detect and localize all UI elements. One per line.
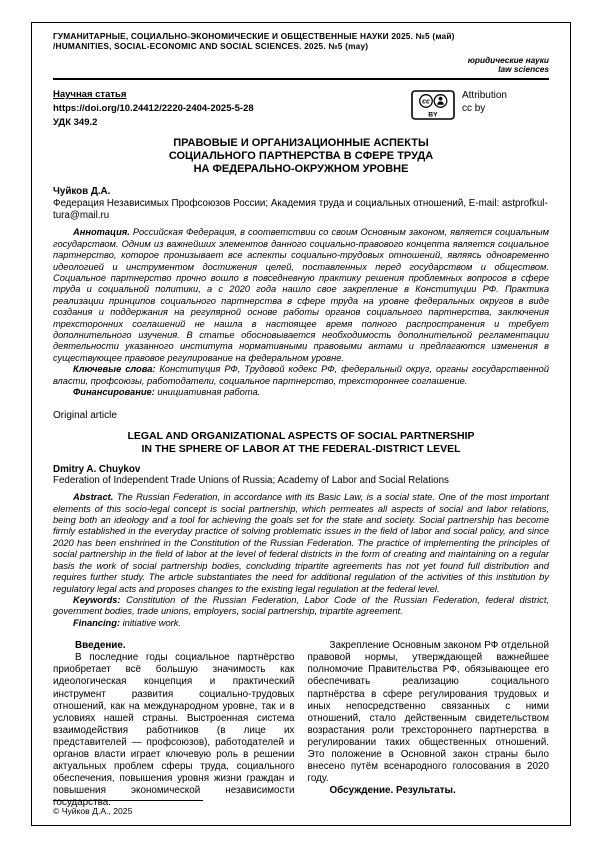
cc-by-badge-icon[interactable] bbox=[411, 90, 455, 120]
financing-label-en: Financing: bbox=[73, 617, 120, 628]
abstract-label-en: Abstract. bbox=[73, 492, 114, 503]
section-label-ru: юридические науки bbox=[467, 54, 549, 65]
two-column-body bbox=[53, 640, 549, 809]
keywords-label-en: Keywords: bbox=[73, 594, 121, 605]
svg-text:cc: cc bbox=[422, 98, 430, 106]
article-type-label: Научная статья bbox=[53, 89, 127, 101]
financing-text-ru: инициативная работа. bbox=[157, 387, 261, 398]
journal-header bbox=[53, 32, 549, 80]
keywords-text-ru: Конституция РФ, Трудовой кодекс РФ, федеральный округ, органы государственной власти, профсоюзы, работодатели, социальное партнерство, трехстороннее соглашение. bbox=[53, 364, 550, 386]
author-name-ru: Чуйков Д.А. bbox=[53, 186, 111, 198]
author-name-en: Dmitry A. Chuykov bbox=[53, 463, 141, 475]
doi-link[interactable]: https://doi.org/10.24412/2220-2404-2025-5-28 bbox=[53, 103, 254, 115]
financing-en bbox=[53, 618, 549, 629]
section-label-en: law sciences bbox=[498, 64, 549, 75]
abstract-label-ru: Аннотация. bbox=[73, 227, 130, 238]
article-title-en bbox=[53, 430, 549, 455]
constitution-paragraph: Закрепление Основным законом РФ отдельной правовой нормы, утверждающей важнейшее полномочие Правительства РФ, обязывающее его обеспечивать реализацию социального партнёрства в сфере регулирования трудовых и иных непосредственно связанных с ними отношений, стало действенным свидетельством возрастания роли трехстороннего партнерства в регулировании таких общественных отношений. Это положение в Основной закон страны было внесено путём всенародного голосования в 2020 году. bbox=[307, 640, 549, 785]
article-title-ru-line1: ПРАВОВЫЕ И ОРГАНИЗАЦИОННЫЕ АСПЕКТЫ bbox=[173, 137, 429, 150]
journal-title-en: /HUMANITIES, SOCIAL-ECONOMIC AND SOCIAL SCIENCES. 2025. №5 (may) bbox=[53, 40, 369, 51]
left-column bbox=[53, 640, 295, 809]
article-page bbox=[31, 22, 571, 826]
license-short: cc by bbox=[461, 102, 486, 114]
introduction-paragraph: В последние годы социальное партнёрство приобретает всё большую значимость как идеологическая концепция и практический инструмент развития социально-трудовых отношений, как на международном уровне, так и в условиях нашей страны. Выстроенная система взаимодействия работников (в лице их представителей — профсоюзов), работодателей и органов власти играет ключевую роль в решении актуальных проблем сферы труда, социального обеспечения, повышения уровня жизни граждан и повышения экономической независимости государства. bbox=[53, 652, 295, 809]
financing-text-en: initiative work. bbox=[122, 617, 181, 628]
author-affiliation-en: Federation of Independent Trade Unions of Russia; Academy of Labor and Social Relations bbox=[53, 474, 449, 486]
results-heading: Обсуждение. Результаты. bbox=[329, 785, 456, 797]
financing-ru bbox=[53, 387, 549, 398]
article-title-en-line1: LEGAL AND ORGANIZATIONAL ASPECTS OF SOCIAL PARTNERSHIP bbox=[127, 430, 475, 443]
article-title-en-line2: IN THE SPHERE OF LABOR AT THE FEDERAL-DISTRICT LEVEL bbox=[141, 443, 461, 456]
abstract-ru bbox=[53, 227, 549, 364]
keywords-en bbox=[53, 595, 549, 618]
footnote-divider bbox=[53, 800, 203, 801]
abstract-en bbox=[53, 492, 549, 595]
keywords-label-ru: Ключевые слова: bbox=[73, 364, 156, 375]
article-title-ru-line2: СОЦИАЛЬНОГО ПАРТНЕРСТВА В СФЕРЕ ТРУДА bbox=[168, 150, 434, 163]
page-footer bbox=[53, 800, 203, 816]
section-labels bbox=[53, 56, 549, 76]
financing-label-ru: Финансирование: bbox=[73, 387, 155, 398]
abstract-text-en: The Russian Federation, in accordance with its Basic Law, is a social state. One of the most important elements of this socio-legal concept is social partnership, which permeates all aspects of social and labor relations, being both an ideology and a tool for achieving the goals set for the state and society. Social partnership has become firmly established in the everyday practice of solving problematic issues in the field of labor and social policy, and since 2020 has been enshrined in the Constitution of the Russian Federation. The practice of implementing the principles of social partnership in the field of labor at the level of federal districts in the form of creating and maintaining on a regular basis the work of social partnership bodies, concluding tripartite agreements has not yet found full distribution and requires further study. The article substantiates the need for additional regulation of the activities of this institution by regulatory legal acts and proposes changes to the existing legal regulation at the federal level. bbox=[53, 492, 550, 594]
header-divider bbox=[53, 78, 549, 80]
article-title-ru bbox=[53, 137, 549, 176]
right-column bbox=[308, 640, 550, 809]
article-meta-row bbox=[53, 89, 549, 128]
introduction-heading: Введение. bbox=[75, 640, 126, 652]
license-name: Attribution bbox=[461, 90, 507, 102]
article-title-ru-line3: НА ФЕДЕРАЛЬНО-ОКРУЖНОМ УРОВНЕ bbox=[193, 163, 409, 176]
udc-code: УДК 349.2 bbox=[53, 117, 98, 129]
cc-license-block[interactable] bbox=[411, 90, 507, 128]
copyright-notice: © Чуйков Д.А., 2025 bbox=[53, 806, 133, 816]
journal-title-ru: ГУМАНИТАРНЫЕ, СОЦИАЛЬНО-ЭКОНОМИЧЕСКИЕ И ОБЩЕСТВЕННЫЕ НАУКИ 2025. №5 (май) bbox=[53, 31, 455, 41]
abstract-text-ru: Российская Федерация, в соответствии со своим Основным законом, является социальным государством. Одним из важнейших элементов данного социально-правового концепта является социальное партнерство, которое пронизывает все аспекты социально-трудовых отношений, являясь одновременно идеологией и инструментом достижения целей, поставленных перед государством и обществом. Социальное партнерство прочно вошло в повседневную практику решения проблемных вопросов в сфере труда и социальной политики, а с 2020 года нашло свое закрепление в Конституции РФ. Практика реализации принципов социального партнерства в сфере труда на уровне федеральных округов в виде создания и поддержания на регулярной основе работы органов социального партнерства, заключения трехсторонних соглашений не нашла в настоящее время полного распространения и требует дополнительного изучения. В статье обосновывается необходимость дополнительной регламентации деятельности указанного института нормативными правовыми актами и предлагаются изменения в существующее правовое регулирование на федеральном уровне. bbox=[53, 227, 549, 363]
keywords-ru bbox=[53, 364, 549, 387]
keywords-text-en: Constitution of the Russian Federation, Labor Code of the Russian Federation, federal district, government bodies, trade unions, employers, social partnership, tripartite agreement. bbox=[53, 594, 549, 617]
original-article-label: Original article bbox=[53, 410, 117, 422]
cc-by-label: BY bbox=[428, 111, 438, 119]
license-text bbox=[462, 90, 507, 115]
author-affiliation-ru: Федерация Независимых Профсоюзов России; Академия труда и социальных отношений, E-mail: astprofkul-tura@mail.ru bbox=[53, 198, 548, 221]
article-meta bbox=[53, 89, 254, 128]
